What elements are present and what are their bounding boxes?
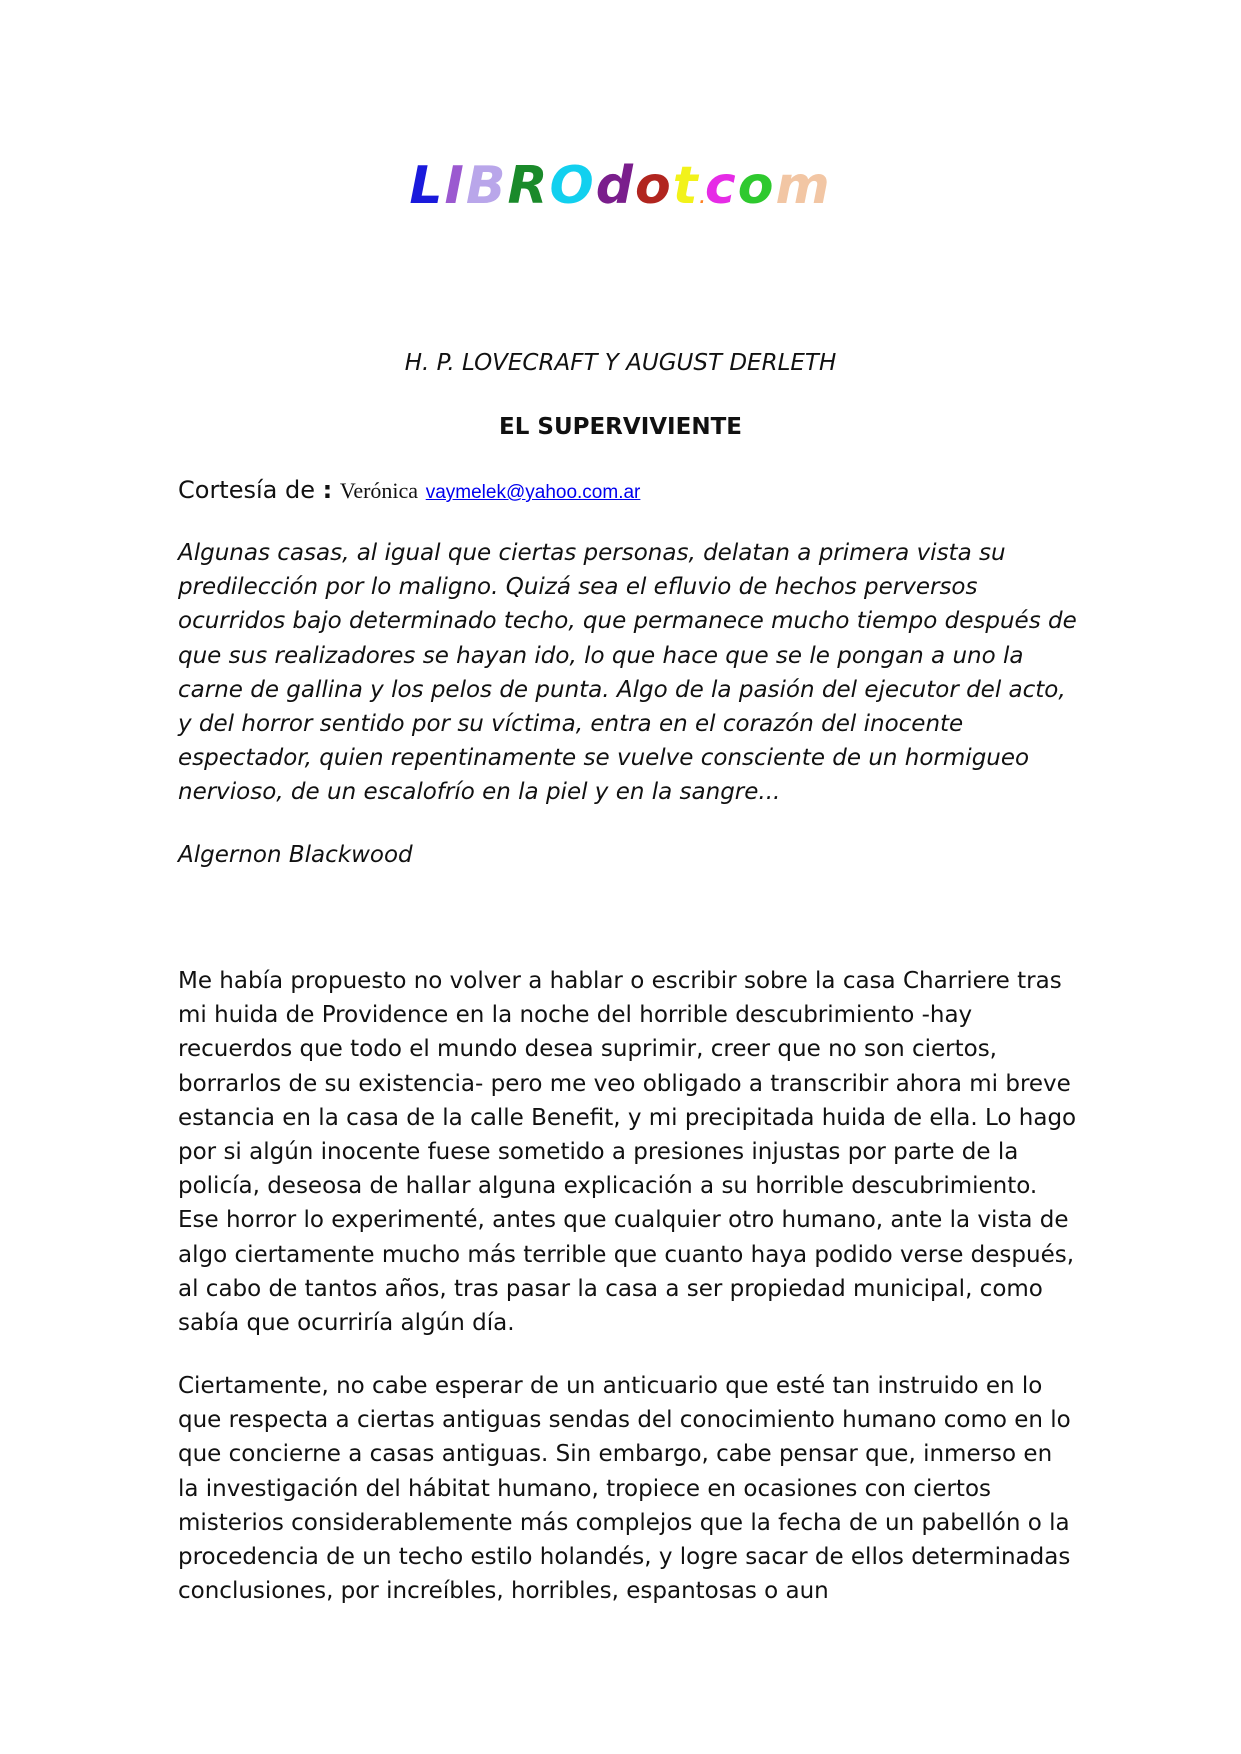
epigraph-text: Algunas casas, al igual que ciertas personas, delatan a primera vista su predilección por lo maligno. Quizá sea el efluvio de hechos perversos ocurridos bajo determinado techo, que permanece mucho tiempo después de que sus realizadores se hayan ido, lo que hace que se le pongan a uno la carne de gallina y los pelos de punta. Algo de la pasión del ejecutor del acto, y del horror sentido por su víctima, entra en el corazón del inocente espectador, quien repentinamente se vuelve consciente de un hormigueo nervioso, de un escalofrío en la piel y en la sangre... [178,540,1077,806]
logo-letter-i: I [444,156,466,216]
book-authors: H. P. LOVECRAFT Y AUGUST DERLETH [404,350,837,376]
logo-letter-d: d [595,156,635,216]
courtesy-email-link[interactable]: vaymelek@yahoo.com.ar [425,482,641,503]
librodot-logo [0,150,1241,235]
epigraph-author: Algernon Blackwood [178,842,413,868]
body-paragraph-1: Me había propuesto no volver a hablar o escribir sobre la casa Charriere tras mi huida de Providence en la noche del horrible descubrimiento -hay recuerdos que todo el mundo desea suprimir, creer que no son ciertos, borrarlos de su existencia- pero me veo obligado a transcribir ahora mi breve estancia en la casa de la calle Benefit, y mi precipitada huida de ella. Lo hago por si algún inocente fuese sometido a presiones injustas por parte de la policía, deseosa de hallar alguna explicación a su horrible descubrimiento. Ese horror lo experimenté, antes que cualquier otro humano, ante la vista de algo ciertamente mucho más terrible que cuanto haya podido verse después, al cabo de tantos años, tras pasar la casa a ser propiedad municipal, como sabía que ocurriría algún día. [178,968,1077,1337]
logo-letter-l: L [409,156,445,216]
logo-letter-o2: o [634,156,673,216]
courtesy-separator: : [322,476,333,504]
logo-letter-o: O [549,156,596,216]
book-title: EL SUPERVIVIENTE [499,414,742,440]
logo-letter-b: B [465,156,508,216]
body-paragraph-2: Ciertamente, no cabe esperar de un anticuario que esté tan instruido en lo que respecta a ciertas antiguas sendas del conocimiento humano como en lo que concierne a casas antiguas. Sin embargo, cabe pensar que, inmerso en la investigación del hábitat humano, tropiece en ocasiones con ciertos misterios considerablemente más complejos que la fecha de un pabellón o la procedencia de un techo estilo holandés, y logre sacar de ellos determinadas conclusiones, por increíbles, horribles, espantosas o aun [178,1373,1071,1605]
logo-letter-m: m [775,156,832,216]
logo-letter-o3: o [737,156,776,216]
courtesy-name: Verónica [339,478,419,503]
logo-letter-c: c [704,156,738,216]
logo-letter-t: t [672,156,700,216]
courtesy-line [178,473,1078,510]
courtesy-label: Cortesía de [178,476,315,504]
logo-letter-r: R [507,156,550,216]
logo-dot: . [699,191,705,207]
